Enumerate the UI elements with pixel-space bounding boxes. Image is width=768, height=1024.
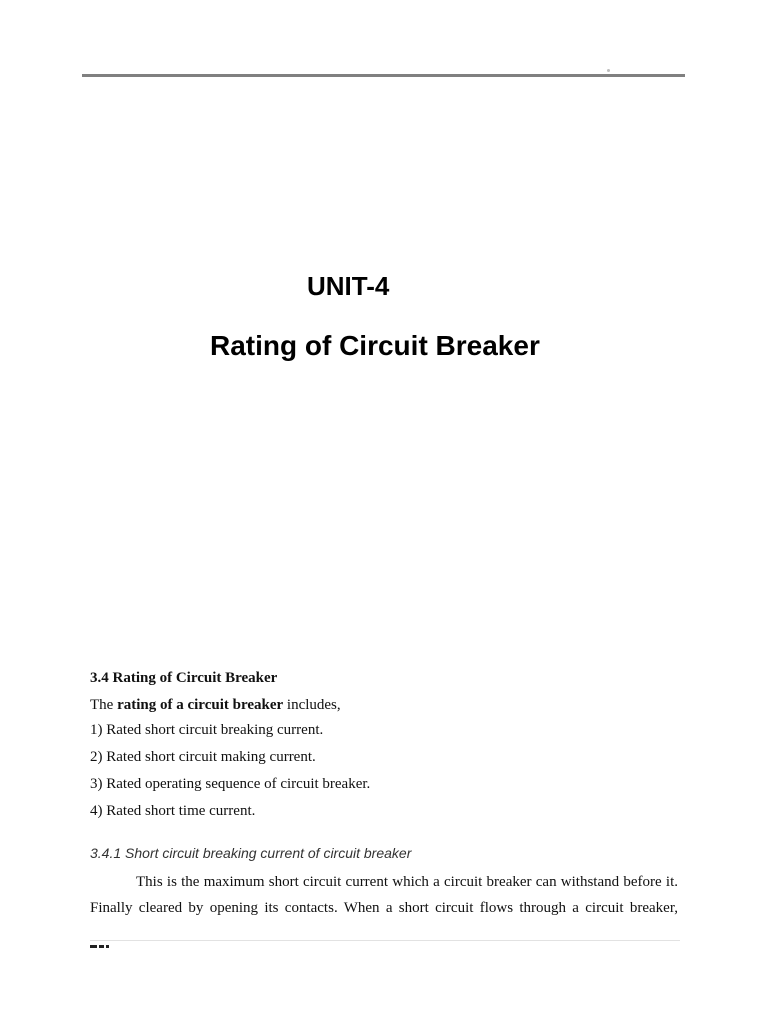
section-intro <box>90 695 678 715</box>
paragraph-line: This is the maximum short circuit current which a circuit breaker can withstand before it. <box>136 874 678 890</box>
footer-rule <box>90 940 680 941</box>
intro-prefix: The <box>90 697 118 713</box>
header-rule <box>82 74 685 77</box>
list-item: 2) Rated short circuit making current. <box>90 749 316 765</box>
header-mark <box>607 69 610 72</box>
footer-cut-text <box>90 945 130 950</box>
subsection-heading: 3.4.1 Short circuit breaking current of circuit breaker <box>90 845 412 861</box>
list-item: 1) Rated short circuit breaking current. <box>90 722 324 738</box>
intro-suffix: includes, <box>283 697 341 713</box>
rating-list <box>90 720 678 821</box>
section-heading: 3.4 Rating of Circuit Breaker <box>90 670 278 686</box>
paragraph-line: Finally cleared by opening its contacts. When a short circuit flows through a circuit breaker, <box>90 900 678 916</box>
document-body <box>90 668 678 921</box>
chapter-title: Rating of Circuit Breaker <box>210 330 540 361</box>
list-item: 4) Rated short time current. <box>90 803 256 819</box>
list-item: 3) Rated operating sequence of circuit breaker. <box>90 776 371 792</box>
intro-bold-term: rating of a circuit breaker <box>117 697 284 713</box>
unit-title: UNIT-4 <box>307 271 390 301</box>
